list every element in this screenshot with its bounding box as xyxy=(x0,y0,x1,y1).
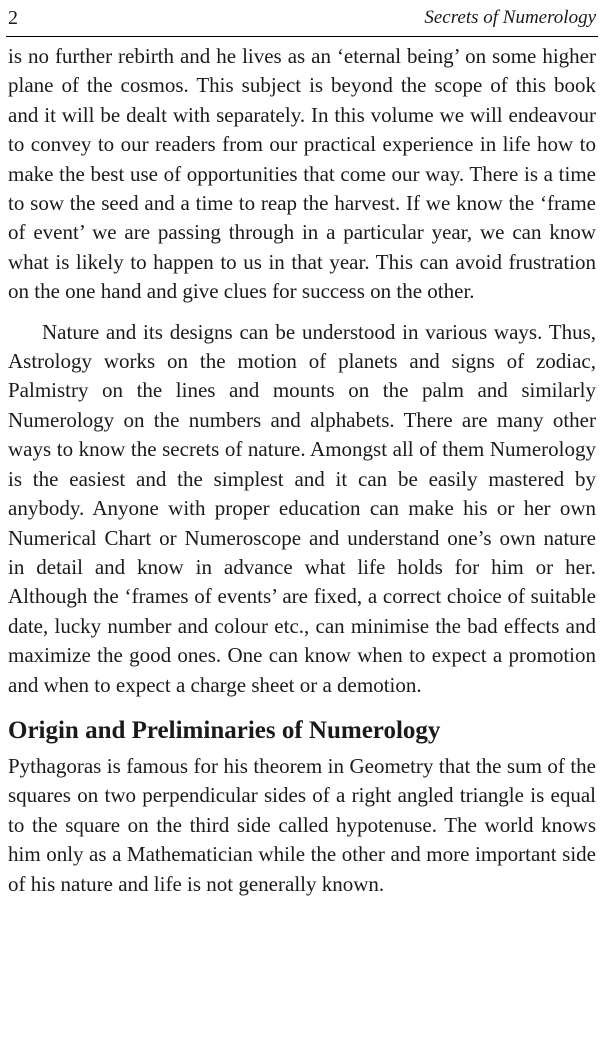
paragraph-1: is no further rebirth and he lives as an ‘eternal being’ on some higher plane of the cosmos. This subject is beyond the scope of this book and it will be dealt with separately. In this volume we will endeavour to convey to our readers from our practical experience in life how to make the best use of opportunities that come our way. There is a time to sow the seed and a time to reap the harvest. If we know the ‘frame of event’ we are passing through in a particular year, we can know what is likely to happen to us in that year. This can avoid frustration on the one hand and give clues for success on the other. xyxy=(8,44,596,304)
paragraph-2: Nature and its designs can be understood in various ways. Thus, Astrology works on the motion of planets and signs of zodiac, Palmistry on the lines and mounts on the palm and similarly Numerology on the numbers and alphabets. There are many other ways to know the secrets of nature. Amongst all of them Numerology is the easiest and the simplest and it can be easily mastered by anybody. Anyone with proper education can make his or her own Numerical Chart or Numeroscope and understand one’s own nature in detail and know in advance what life holds for him or her. Although the ‘frames of events’ are fixed, a correct choice of suitable date, lucky number and colour etc., can minimise the bad effects and maximize the good ones. One can know when to expect a promotion and when to expect a charge sheet or a demotion. xyxy=(8,319,596,697)
paragraph-3: Pythagoras is famous for his theorem in Geometry that the sum of the squares on two perpendicular sides of a right angled triangle is equal to the square on the third side called hypotenuse. The world knows him only as a Mathematician while the other and more important side of his nature and life is not generally known. xyxy=(8,753,596,896)
running-title: Secrets of Numerology xyxy=(424,7,596,28)
page-number: 2 xyxy=(8,7,18,29)
section-heading: Origin and Preliminaries of Numerology xyxy=(8,716,441,744)
running-header xyxy=(6,0,598,37)
